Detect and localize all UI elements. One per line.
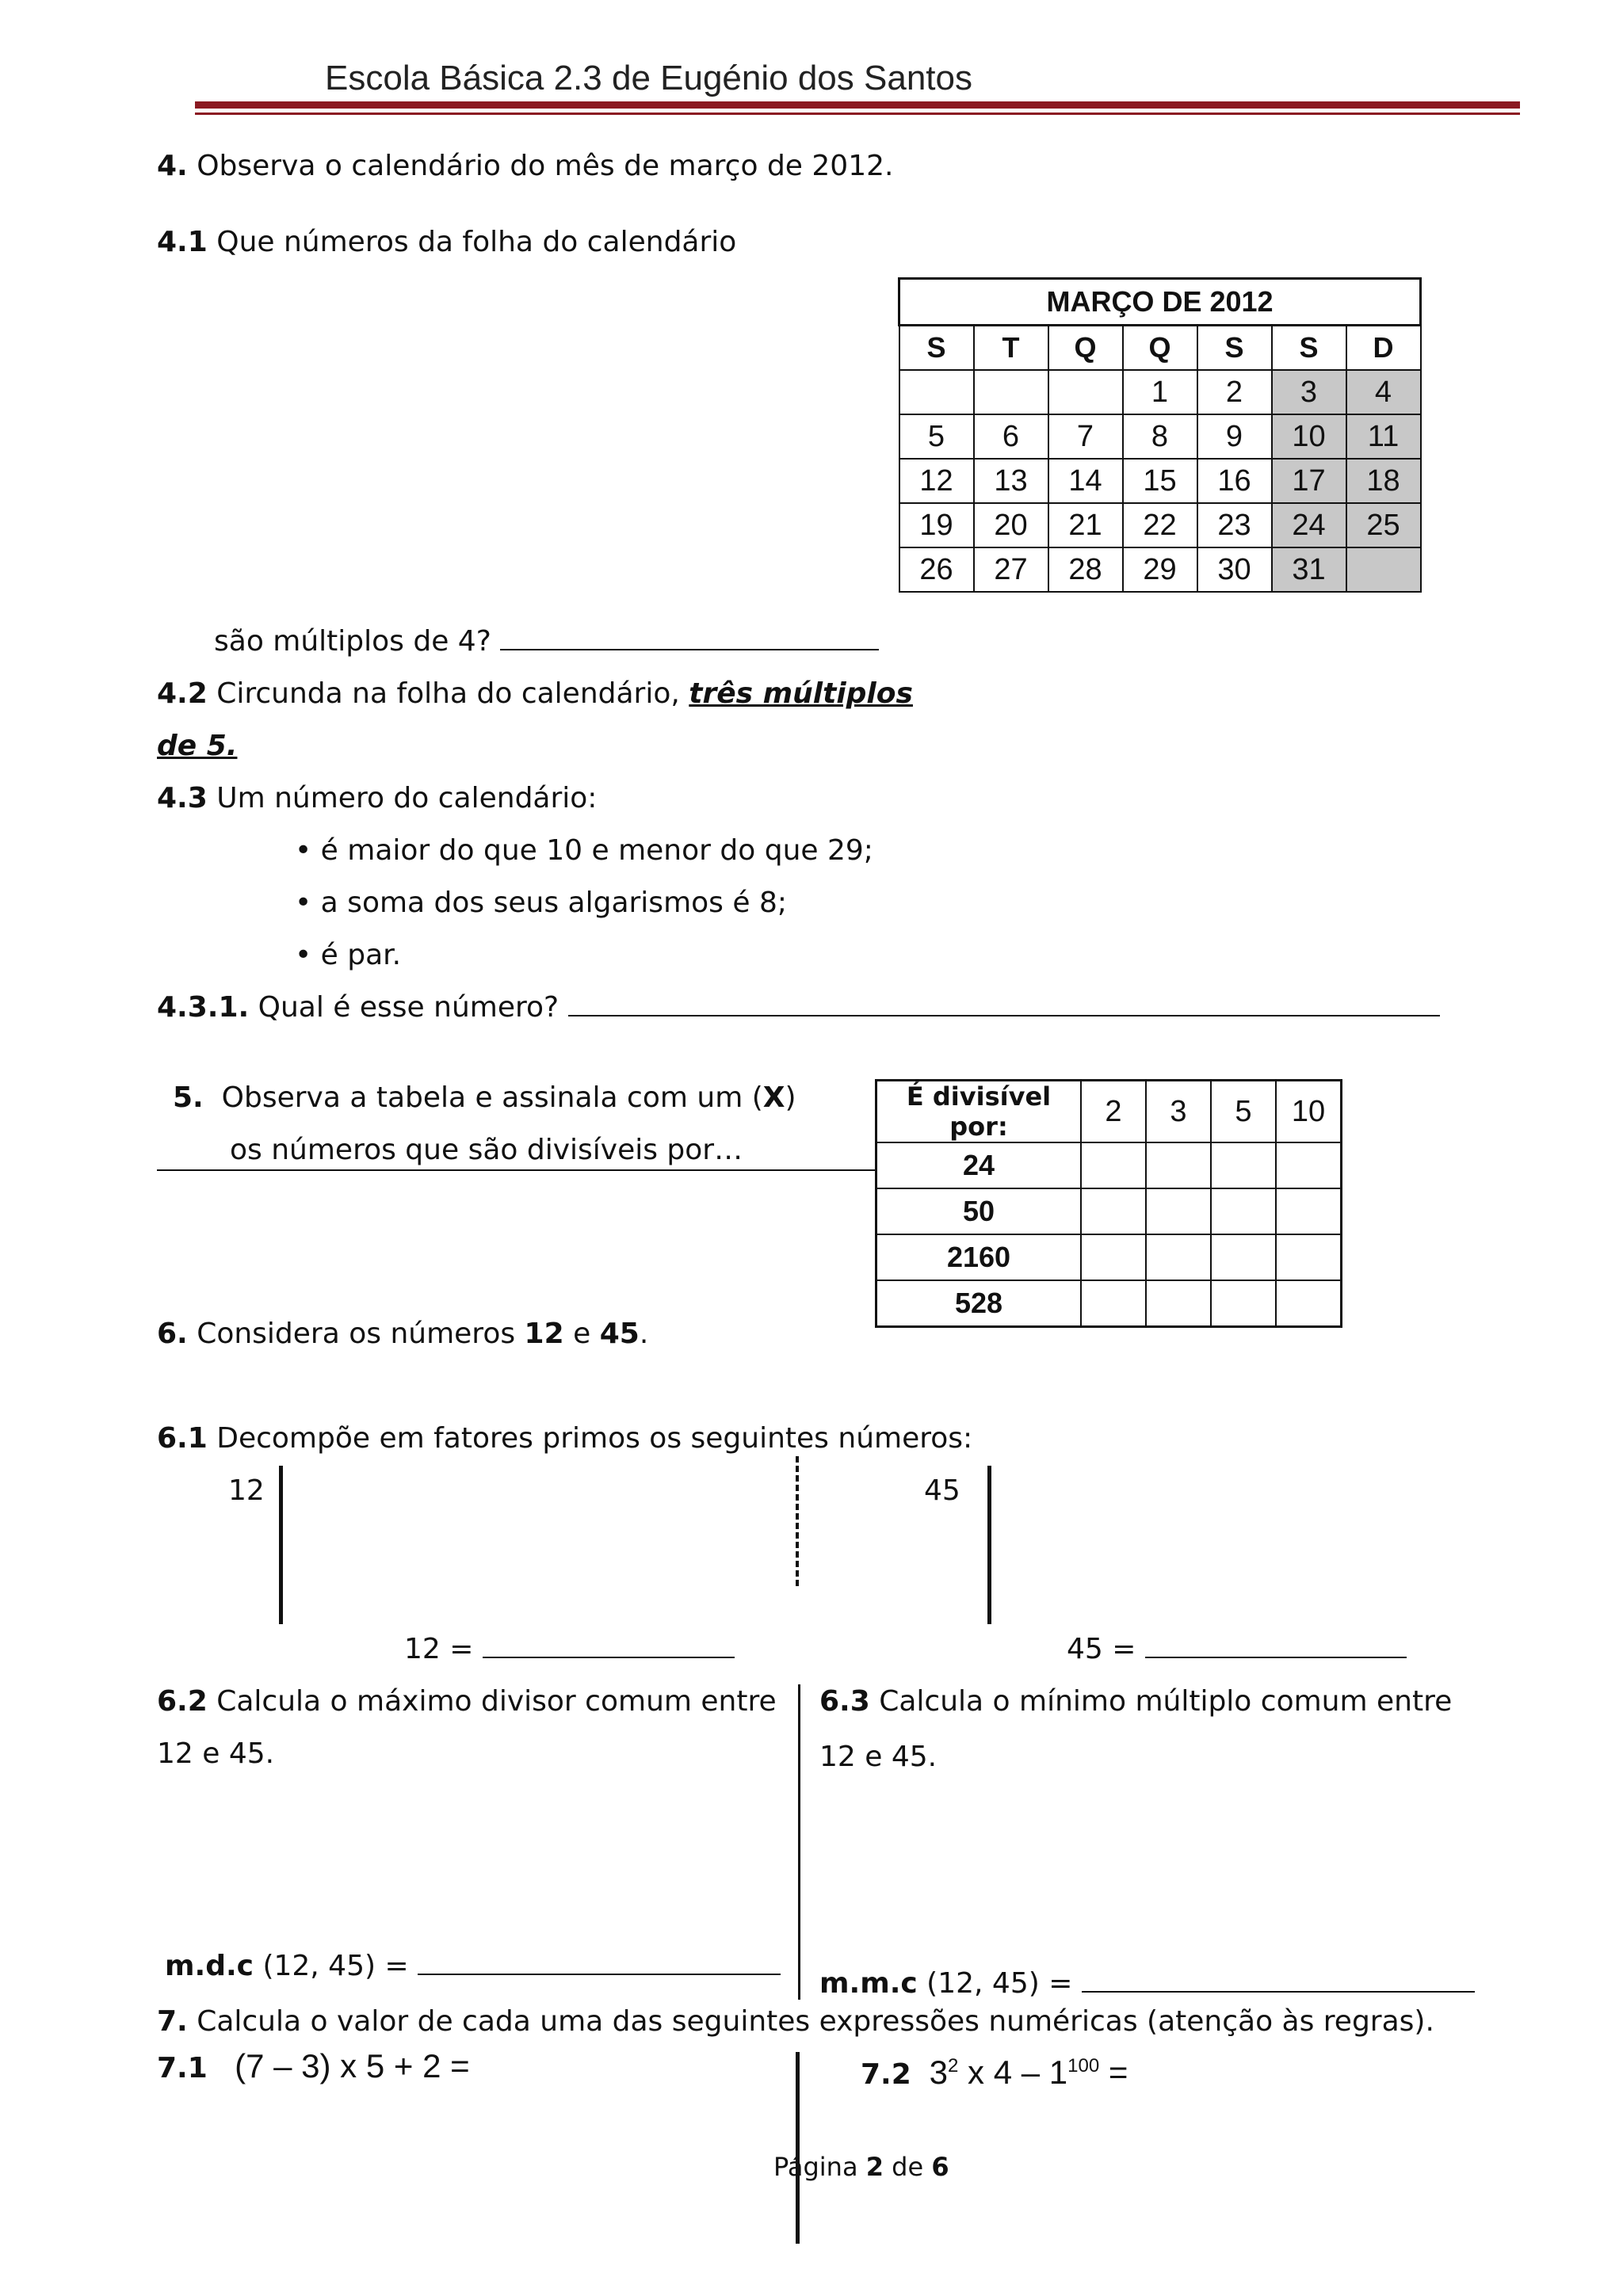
calendar-cell[interactable]: 21 [1048,503,1123,547]
calendar-cell[interactable]: 9 [1197,414,1272,459]
calendar-cell-weekend[interactable]: 31 [1272,547,1346,592]
number-row-label: 528 [876,1280,1082,1327]
calendar-cell-weekend[interactable]: 4 [1346,370,1421,414]
calendar-cell-weekend[interactable] [1346,547,1421,592]
calendar-cell[interactable]: 23 [1197,503,1272,547]
q4-3-1-statement: 4.3.1. Qual é esse número? [157,990,1440,1025]
factor-left-answer-line[interactable] [483,1633,735,1658]
calendar-day-header: D [1346,326,1421,371]
q6-2-statement: 6.2 Calcula o máximo divisor comum entre [157,1685,777,1718]
calendar-cell[interactable]: 29 [1123,547,1197,592]
divisibility-table [875,1079,1342,1328]
q7-2-expression: $3^2$ x $4 - 1^{100}$ = [929,2054,1128,2091]
calendar-cell-weekend[interactable]: 11 [1346,414,1421,459]
factor-right-result: 45 = [1067,1632,1407,1667]
calendar-cell[interactable]: 27 [974,547,1048,592]
q6-3-statement: 6.3 Calcula o mínimo múltiplo comum entre [819,1685,1453,1718]
calendar-title: MARÇO DE 2012 [899,279,1421,326]
calendar-cell[interactable]: 16 [1197,459,1272,503]
divisor-header: 10 [1276,1081,1342,1143]
calendar-day-header: S [1272,326,1346,371]
factor-divider [796,1456,799,1586]
march-2012-calendar [898,277,1422,593]
calendar-cell[interactable]: 6 [974,414,1048,459]
checkbox-cell[interactable] [1211,1234,1276,1280]
mdc-answer: m.d.c (12, 45) = [165,1949,781,1984]
q7-statement: 7. Calcula o valor de cada uma das seguintes expressões numéricas (atenção às regras). [157,2005,1434,2038]
checkbox-cell[interactable] [1276,1234,1342,1280]
calendar-cell-weekend[interactable]: 17 [1272,459,1346,503]
q7-2-statement: 7.2 $3^2$ x $4 - 1^{100}$ = [861,2054,1128,2091]
calendar-cell-weekend[interactable]: 24 [1272,503,1346,547]
checkbox-cell[interactable] [1211,1280,1276,1327]
q4-3-bullet: • é maior do que 10 e menor do que 29; [295,834,873,867]
q5-continuation: os números que são divisíveis por… [230,1134,743,1166]
factor-left-bar [279,1466,283,1624]
calendar-day-header: T [974,326,1048,371]
q4-2-statement: 4.2 Circunda na folha do calendário, três múltiplos [157,677,913,710]
calendar-cell[interactable] [1048,370,1123,414]
factor-left-number: 12 [228,1474,265,1507]
factor-left-result: 12 = [404,1632,735,1667]
calendar-cell-weekend[interactable]: 10 [1272,414,1346,459]
calendar-cell[interactable]: 14 [1048,459,1123,503]
calendar-cell[interactable]: 2 [1197,370,1272,414]
calendar-day-header: S [1197,326,1272,371]
q6-3-continuation: 12 e 45. [819,1741,938,1773]
factor-right-answer-line[interactable] [1145,1633,1407,1658]
q6-column-divider [798,1684,800,2000]
calendar-cell[interactable]: 22 [1123,503,1197,547]
calendar-day-header: Q [1123,326,1197,371]
calendar-cell-weekend[interactable]: 18 [1346,459,1421,503]
factor-right-number: 45 [924,1474,960,1507]
calendar-cell[interactable]: 1 [1123,370,1197,414]
checkbox-cell[interactable] [1276,1280,1342,1327]
checkbox-cell[interactable] [1211,1188,1276,1234]
divisor-header: 2 [1081,1081,1146,1143]
calendar-cell[interactable]: 19 [899,503,974,547]
q4-3-bullet: • a soma dos seus algarismos é 8; [295,887,787,919]
q7-1-statement: 7.1 (7 – 3) x 5 + 2 = [157,2047,470,2084]
calendar-cell[interactable]: 7 [1048,414,1123,459]
calendar-day-header: Q [1048,326,1123,371]
checkbox-cell[interactable] [1081,1142,1146,1188]
q7-column-divider [796,2052,800,2244]
mmc-answer-line[interactable] [1082,1967,1475,1993]
header-rule-thin [195,113,1520,115]
q6-2-continuation: 12 e 45. [157,1737,275,1770]
divisor-header: 3 [1146,1081,1211,1143]
divisor-header: 5 [1211,1081,1276,1143]
number-row-label: 50 [876,1188,1082,1234]
q4-1-continuation: são múltiplos de 4? [214,624,879,659]
checkbox-cell[interactable] [1081,1234,1146,1280]
calendar-cell[interactable] [974,370,1048,414]
calendar-day-header: S [899,326,974,371]
calendar-cell[interactable]: 5 [899,414,974,459]
q4-3-statement: 4.3 Um número do calendário: [157,782,598,814]
checkbox-cell[interactable] [1276,1188,1342,1234]
checkbox-cell[interactable] [1211,1142,1276,1188]
factor-right-bar [987,1466,991,1624]
checkbox-cell[interactable] [1146,1234,1211,1280]
calendar-cell[interactable]: 30 [1197,547,1272,592]
divisibility-header-label: É divisível por: [876,1081,1082,1143]
school-header: Escola Básica 2.3 de Eugénio dos Santos [325,59,972,97]
q4-2-emphasis: três múltiplos [689,677,913,710]
checkbox-cell[interactable] [1146,1188,1211,1234]
number-row-label: 2160 [876,1234,1082,1280]
calendar-cell-weekend[interactable]: 3 [1272,370,1346,414]
q4-1-answer-line[interactable] [500,625,879,650]
q4-2-continuation: de 5. [157,730,238,762]
q5-underline [157,1169,876,1171]
calendar-cell[interactable]: 28 [1048,547,1123,592]
calendar-cell[interactable]: 13 [974,459,1048,503]
checkbox-cell[interactable] [1276,1142,1342,1188]
calendar-cell[interactable]: 8 [1123,414,1197,459]
q4-1-statement: 4.1 Que números da folha do calendário [157,226,737,258]
checkbox-cell[interactable] [1081,1280,1146,1327]
q4-3-bullet: • é par. [295,939,402,971]
calendar-cell[interactable] [899,370,974,414]
mmc-answer: m.m.c (12, 45) = [819,1966,1475,2001]
q4-statement: 4. Observa o calendário do mês de março de 2012. [157,150,894,182]
checkbox-cell[interactable] [1146,1280,1211,1327]
q6-statement: 6. Considera os números 12 e 45. [157,1318,649,1350]
q4-3-1-answer-line[interactable] [568,991,1440,1016]
calendar-cell-weekend[interactable]: 25 [1346,503,1421,547]
mdc-answer-line[interactable] [418,1950,781,1975]
checkbox-cell[interactable] [1146,1142,1211,1188]
q5-statement: 5. Observa a tabela e assinala com um (X) [173,1081,796,1114]
q7-1-expression: (7 – 3) x 5 + 2 = [235,2047,470,2084]
calendar-cell[interactable]: 15 [1123,459,1197,503]
number-row-label: 24 [876,1142,1082,1188]
page-number: Página 2 de 6 [773,2152,949,2182]
q6-1-statement: 6.1 Decompõe em fatores primos os seguintes números: [157,1422,973,1455]
calendar-cell[interactable]: 20 [974,503,1048,547]
checkbox-cell[interactable] [1081,1188,1146,1234]
header-rule-thick [195,101,1520,109]
calendar-cell[interactable]: 26 [899,547,974,592]
calendar-cell[interactable]: 12 [899,459,974,503]
